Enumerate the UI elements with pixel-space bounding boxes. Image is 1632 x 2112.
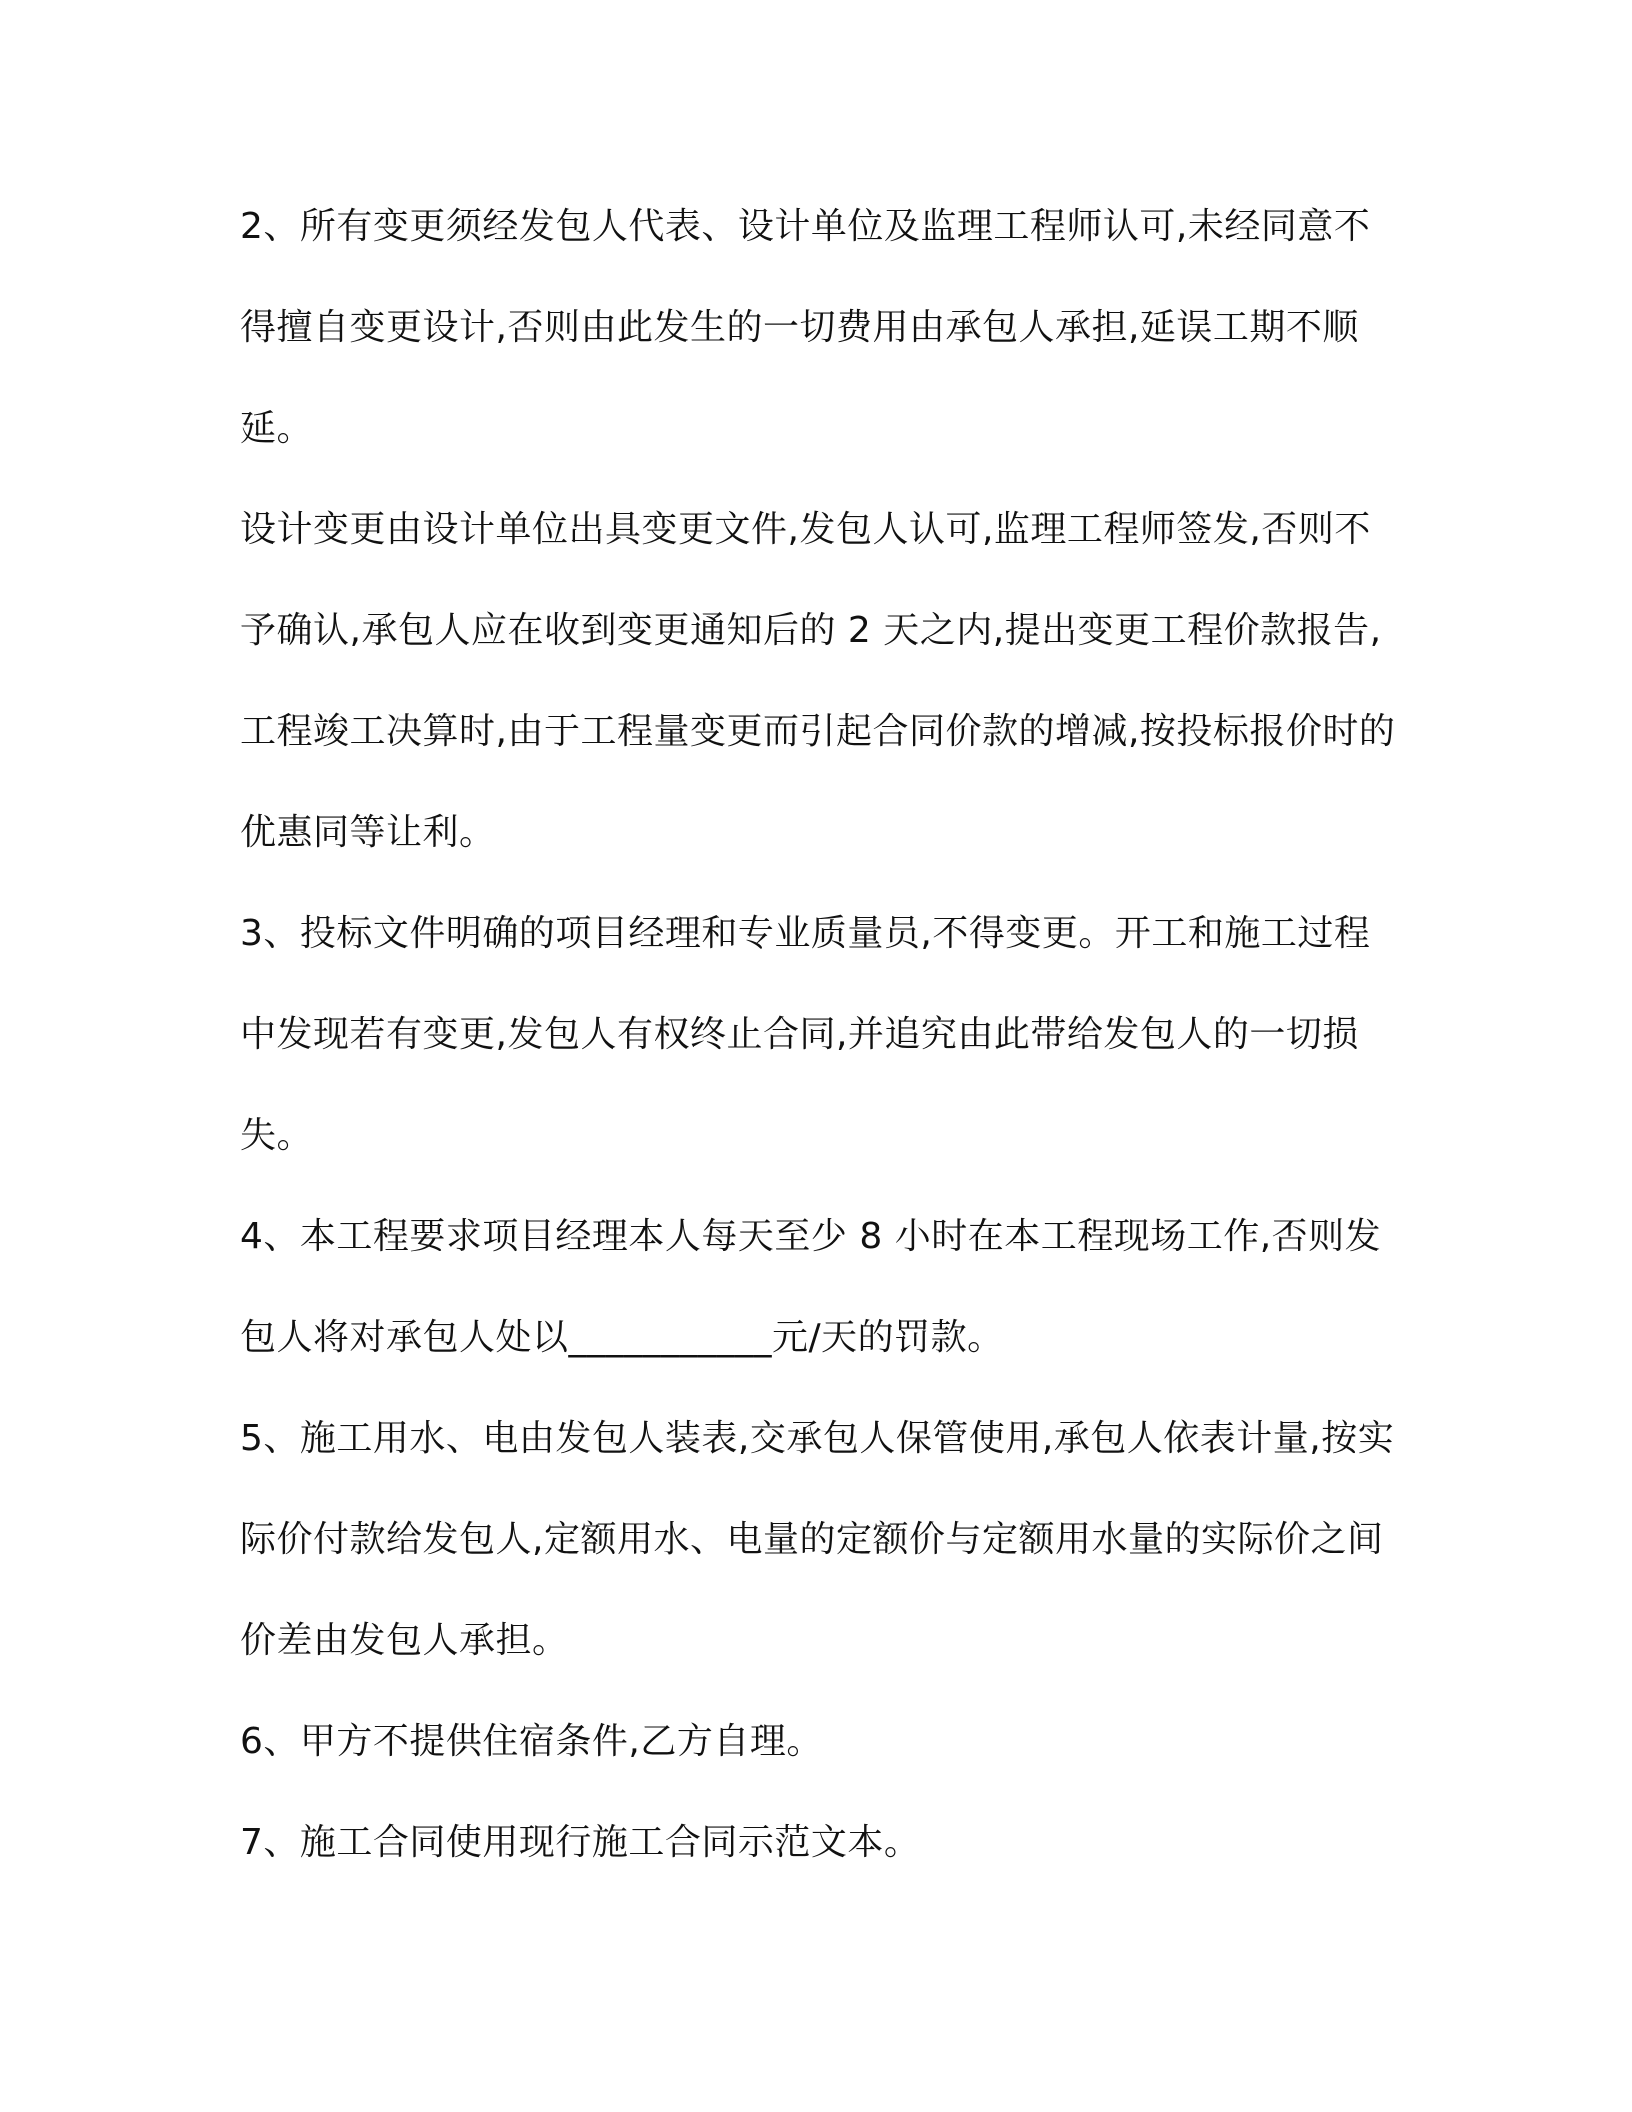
- document-body: [240, 176, 1400, 1893]
- paragraph-clause-7: 7、施工合同使用现行施工合同示范文本。: [240, 1822, 921, 1863]
- paragraph-design-change: 设计变更由设计单位出具变更文件,发包人认可,监理工程师签发,否则不予确认,承包人应在收到变更通知后的 2 天之内,提出变更工程价款报告,工程竣工决算时,由于工程量变更而引起合同价款的增减,按投标报价时的优惠同等让利。: [240, 509, 1396, 853]
- paragraph-clause-5: 5、施工用水、电由发包人装表,交承包人保管使用,承包人依表计量,按实际价付款给发包人,定额用水、电量的定额价与定额用水量的实际价之间价差由发包人承担。: [240, 1418, 1395, 1661]
- paragraph-clause-4: 4、本工程要求项目经理本人每天至少 8 小时在本工程现场工作,否则发包人将对承包人处以___________元/天的罚款。: [240, 1216, 1382, 1358]
- paragraph-clause-6: 6、甲方不提供住宿条件,乙方自理。: [240, 1721, 823, 1762]
- paragraph-clause-3: 3、投标文件明确的项目经理和专业质量员,不得变更。开工和施工过程中发现若有变更,发包人有权终止合同,并追究由此带给发包人的一切损失。: [240, 913, 1371, 1156]
- paragraph-clause-2: 2、所有变更须经发包人代表、设计单位及监理工程师认可,未经同意不得擅自变更设计,否则由此发生的一切费用由承包人承担,延误工期不顺延。: [240, 206, 1371, 449]
